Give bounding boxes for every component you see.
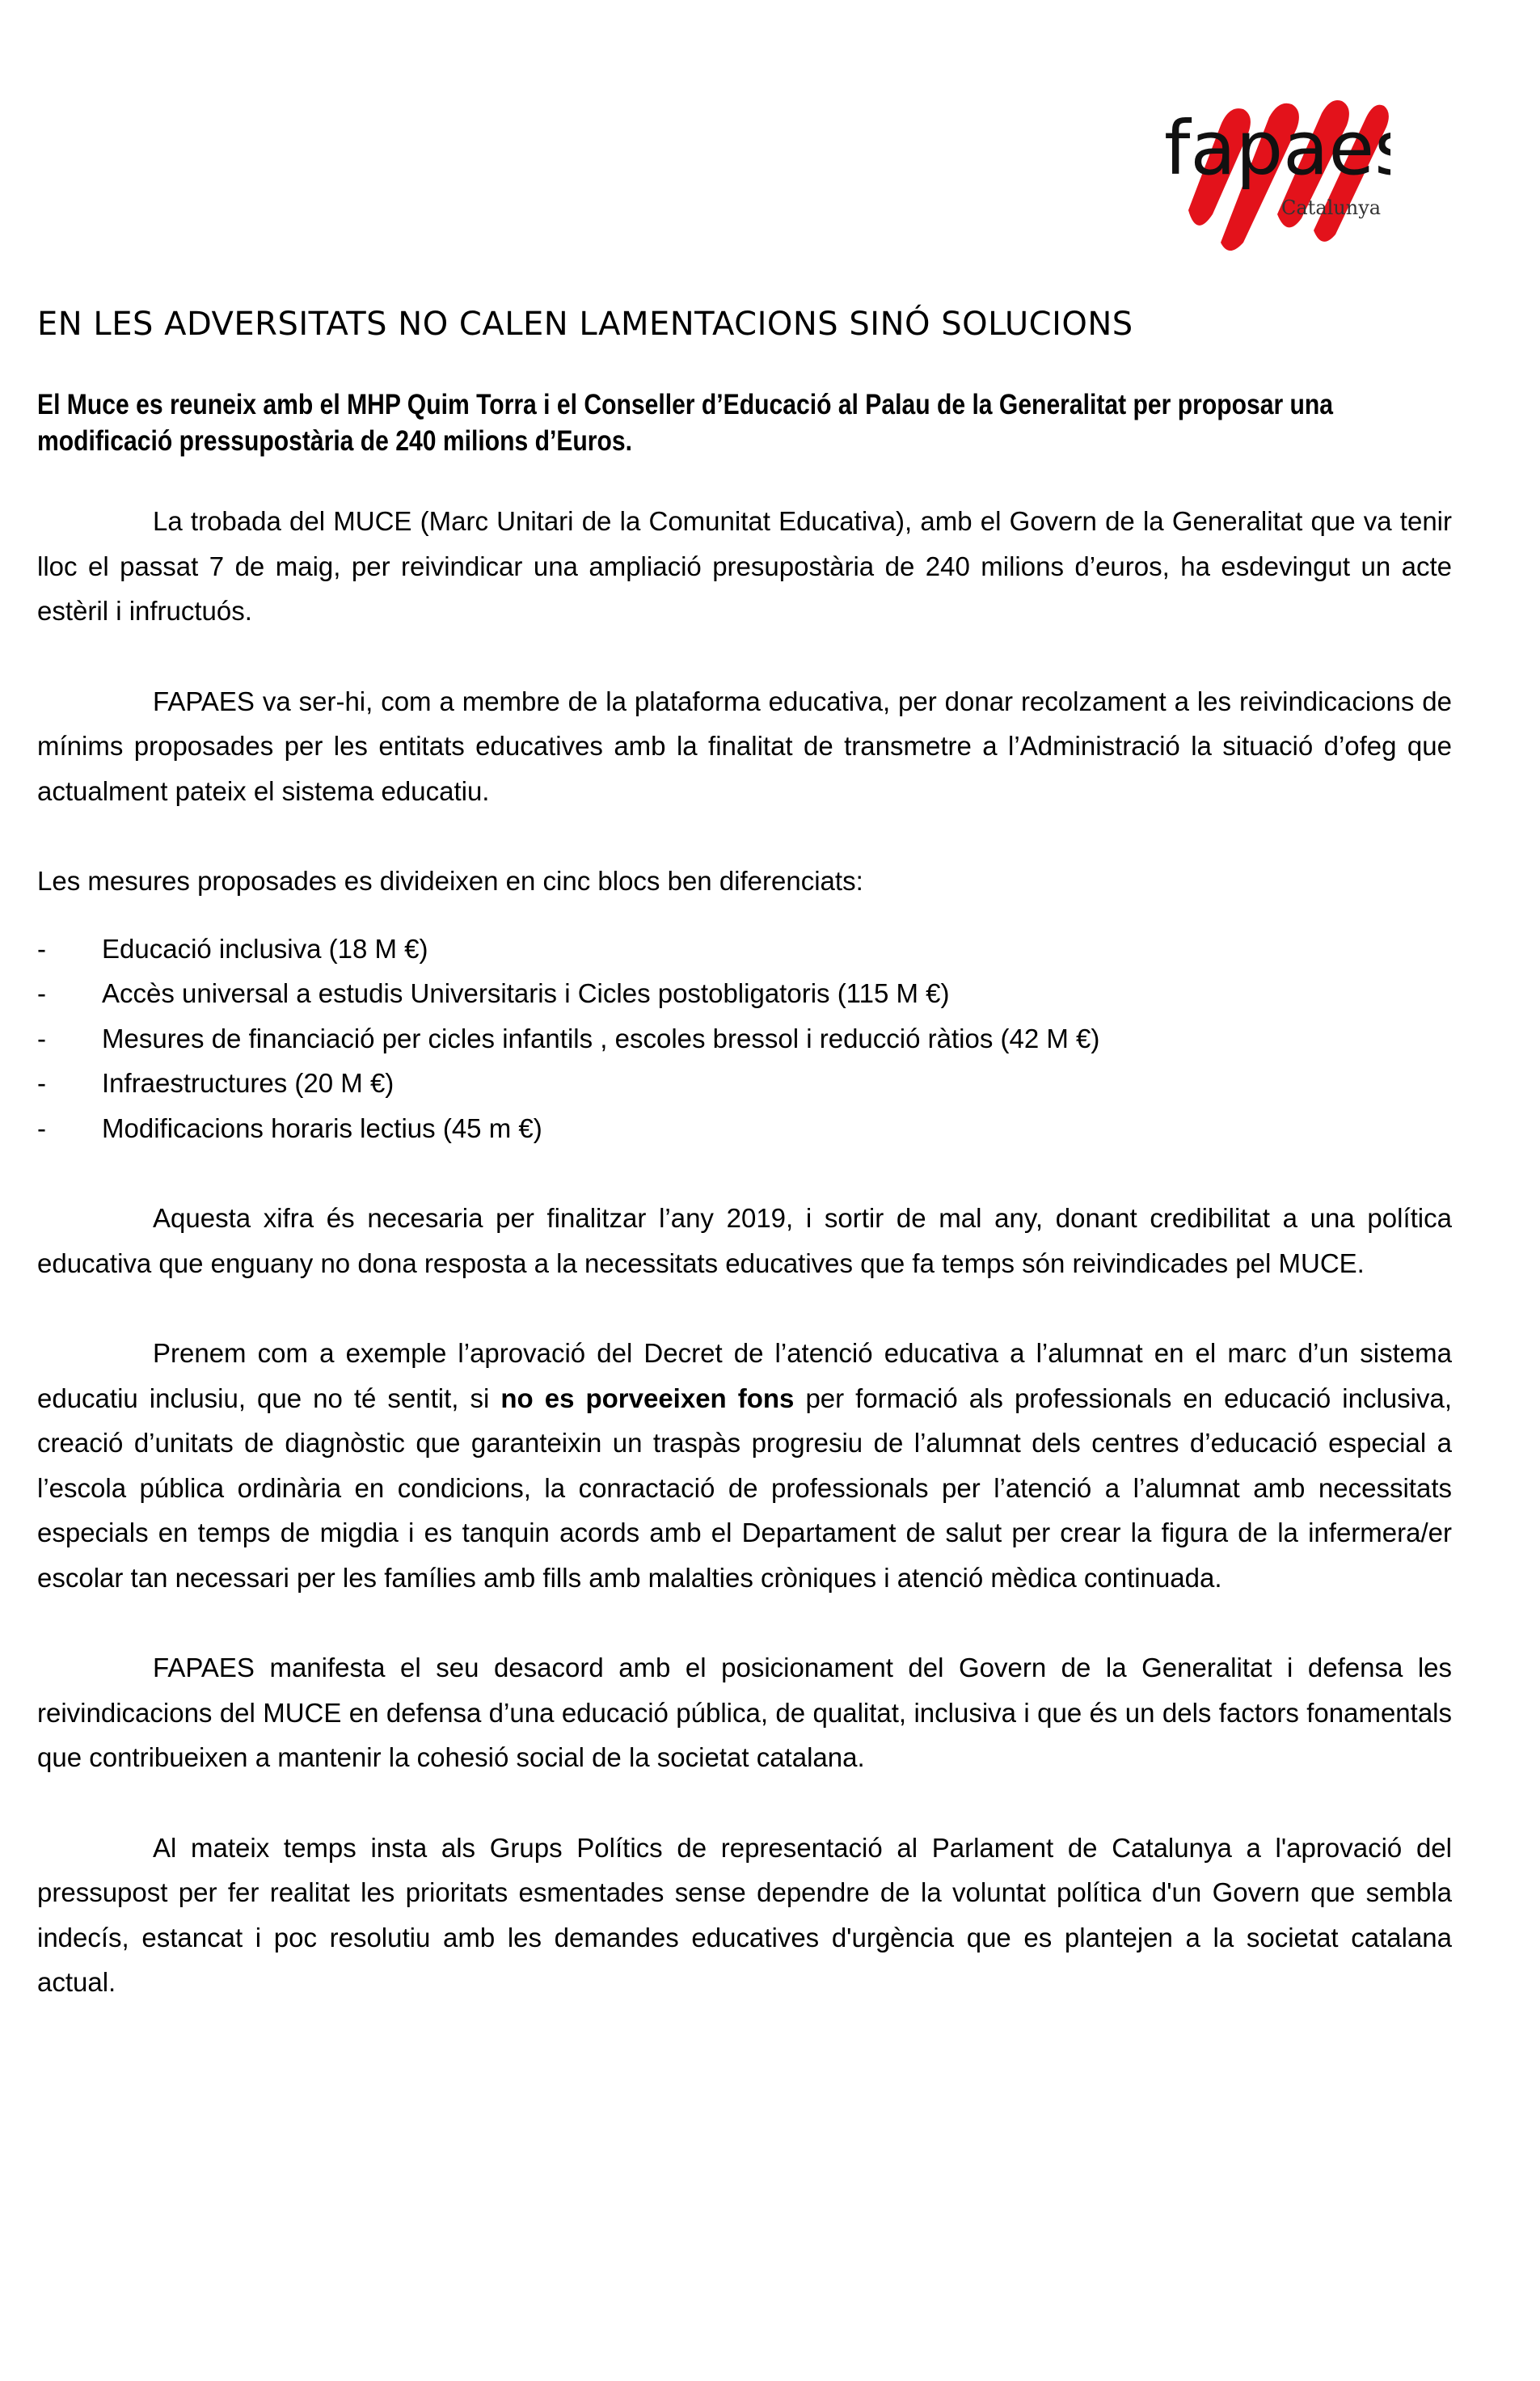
list-item: - Mesures de financiació per cicles infantils , escoles bressol i reducció ràtios (42 M €) <box>37 1016 1452 1062</box>
paragraph-measures-intro: Les mesures proposades es divideixen en cinc blocs ben diferenciats: <box>37 866 863 896</box>
subtitle: El Muce es reuneix amb el MHP Quim Torra i el Conseller d’Educació al Palau de la Generalitat per proposar una modificació pressupostària de 240 milions d’Euros. <box>37 389 1334 457</box>
list-item: - Infraestructures (20 M €) <box>37 1061 1452 1106</box>
fapaes-logo <box>1099 77 1390 251</box>
fapaes-logo-icon <box>1099 77 1390 251</box>
svg-text:Catalunya: Catalunya <box>1281 196 1382 219</box>
page-title: EN LES ADVERSITATS NO CALEN LAMENTACIONS SINÓ SOLUCIONS <box>37 306 1133 343</box>
paragraph-fapaes-disagreement: FAPAES manifesta el seu desacord amb el posicionament del Govern de la Generalitat i defensa les reivindicacions del MUCE en defensa d’una educació pública, de qualitat, inclusiva i que és un dels factors fonamentals que contribueixen a mantenir la cohesió social de la societat catalana. <box>37 1653 1452 1772</box>
bullet-dash: - <box>37 1068 46 1098</box>
document-body <box>37 499 1452 2050</box>
list-item: - Modificacions horaris lectius (45 m €) <box>37 1106 1452 1151</box>
paragraph-decree-example: Prenem com a exemple l’aprovació del Decret de l’atenció educativa a l’alumnat en el marc d’un sistema educatiu inclusiu, que no té sentit, si no es porveeixen fons per formació als professionals en educació inclusiva, creació d’unitats de diagnòstic que garanteixin un traspàs progresiu de l’alumnat dels centres d’educació especial a l’escola pública ordinària en condicions, la conractació de professionals per l’atenció a l’alumnat amb necessitats especials en temps de migdia i es tanquin acords amb el Departament de salut per crear la figura de la infermera/er escolar tan necessari per les famílies amb fills amb malalties cròniques i atenció mèdica continuada. <box>37 1338 1453 1593</box>
paragraph-figure-2019: Aquesta xifra és necesaria per finalitzar l’any 2019, i sortir de mal any, donant credibilitat a una política educativa que enguany no dona resposta a la necessitats educatives que fa temps són reivindicades pel MUCE. <box>37 1203 1452 1278</box>
emphasis-no-funds: no es porveeixen fons <box>500 1383 795 1413</box>
list-item: - Accès universal a estudis Universitaris i Cicles postobligatoris (115 M €) <box>37 971 1452 1016</box>
paragraph-fapaes-support: FAPAES va ser-hi, com a membre de la plataforma educativa, per donar recolzament a les reivindicacions de mínims proposades per les entitats educatives amb la finalitat de transmetre a l’Administració la situació d’ofeg que actualment pateix el sistema educatiu. <box>37 686 1452 806</box>
list-item: - Educació inclusiva (18 M €) <box>37 927 1452 972</box>
paragraph-muce-meeting: La trobada del MUCE (Marc Unitari de la Comunitat Educativa), amb el Govern de la Generalitat que va tenir lloc el passat 7 de maig, per reivindicar una ampliació presupostària de 240 milions d’euros, ha esdevingut un acte estèril i infructuós. <box>37 506 1452 626</box>
bullet-dash: - <box>37 1023 46 1053</box>
bullet-dash: - <box>37 933 46 964</box>
paragraph-parliament-call: Al mateix temps insta als Grups Polítics de representació al Parlament de Catalunya a l'aprovació del pressupost per fer realitat les prioritats esmentades sense dependre de la voluntat política d'un Govern que sembla indecís, estancat i poc resolutiu amb les demandes educatives d'urgència que es plantejen a la societat catalana actual. <box>37 1832 1452 1997</box>
measures-list <box>37 927 1452 1151</box>
bullet-dash: - <box>37 1112 46 1143</box>
svg-text:fapaes: fapaes <box>1164 105 1390 192</box>
bullet-dash: - <box>37 978 46 1008</box>
